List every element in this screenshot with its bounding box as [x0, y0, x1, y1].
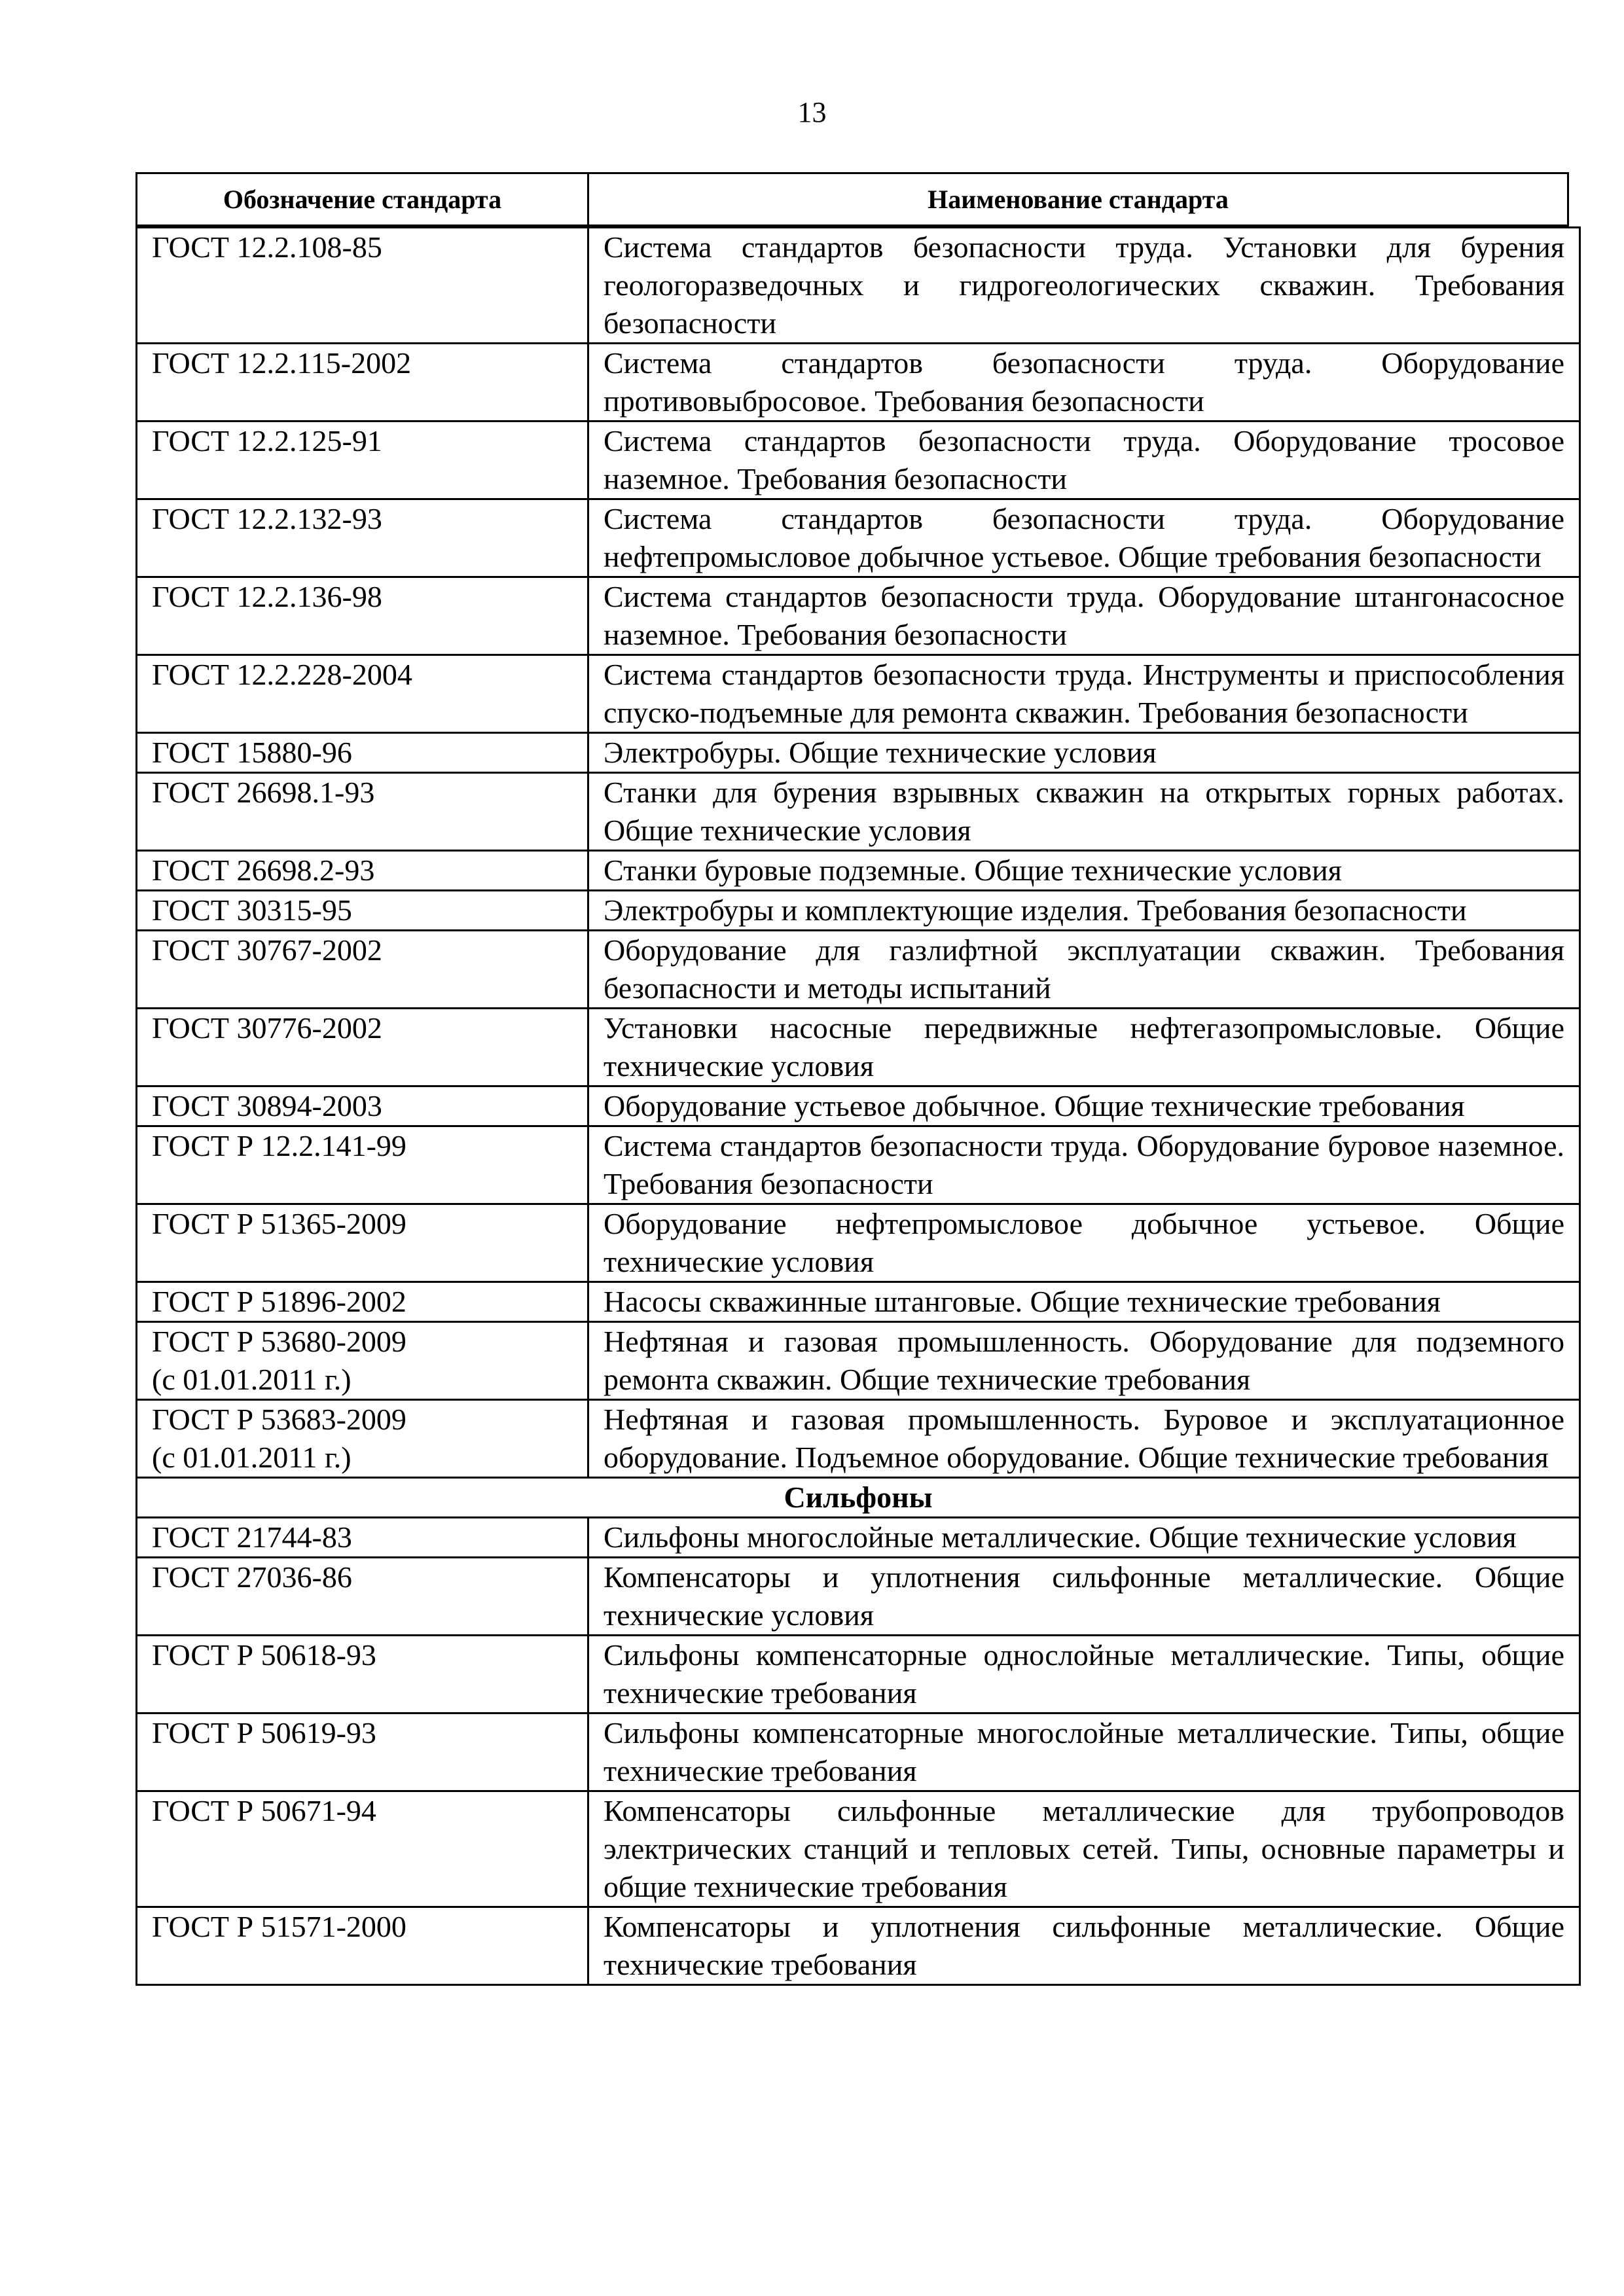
section-title: Сильфоны: [137, 1478, 1580, 1518]
standard-name: Система стандартов безопасности труда. Установки для бурения геологоразведочных и гидрогеологических скважин. Требования безопасности: [588, 228, 1580, 344]
standard-name: Система стандартов безопасности труда. Оборудование тросовое наземное. Требования безопасности: [588, 422, 1580, 499]
table-row: [137, 1282, 1580, 1322]
standard-name: Система стандартов безопасности труда. Оборудование буровое наземное. Требования безопасности: [588, 1126, 1580, 1204]
standard-code: ГОСТ 21744-83: [137, 1518, 588, 1558]
standard-code: ГОСТ Р 50619-93: [137, 1713, 588, 1791]
standard-code: ГОСТ Р 50618-93: [137, 1636, 588, 1713]
standard-name: Система стандартов безопасности труда. Инструменты и приспособления спуско-подъемные для ремонта скважин. Требования безопасности: [588, 655, 1580, 733]
standard-name: Компенсаторы и уплотнения сильфонные металлические. Общие технические требования: [588, 1907, 1580, 1985]
standard-name: Насосы скважинные штанговые. Общие технические требования: [588, 1282, 1580, 1322]
standard-code: ГОСТ 12.2.228-2004: [137, 655, 588, 733]
table-row: [137, 422, 1580, 499]
standard-code: ГОСТ Р 50671-94: [137, 1791, 588, 1907]
standard-code: ГОСТ 27036-86: [137, 1558, 588, 1636]
standard-code: ГОСТ Р 51571-2000: [137, 1907, 588, 1985]
standard-code: ГОСТ Р 51896-2002: [137, 1282, 588, 1322]
table-row: [137, 655, 1580, 733]
standard-name: Станки буровые подземные. Общие технические условия: [588, 851, 1580, 891]
standard-code: ГОСТ Р 53680-2009 (с 01.01.2011 г.): [137, 1322, 588, 1400]
standard-code: ГОСТ 12.2.108-85: [137, 228, 588, 344]
standard-name: Станки для бурения взрывных скважин на открытых горных работах. Общие технические условия: [588, 773, 1580, 851]
table-row: [137, 1400, 1580, 1478]
table-row: [137, 1907, 1580, 1985]
table-row: [137, 733, 1580, 773]
table-row: [137, 773, 1580, 851]
table-row: [137, 1558, 1580, 1636]
column-header-code: Обозначение стандарта: [137, 173, 588, 226]
table-row: [137, 931, 1580, 1009]
standard-name: Система стандартов безопасности труда. Оборудование штангонасосное наземное. Требования безопасности: [588, 577, 1580, 655]
standard-name: Оборудование для газлифтной эксплуатации скважин. Требования безопасности и методы испытаний: [588, 931, 1580, 1009]
table-row: [137, 344, 1580, 422]
standard-name: Нефтяная и газовая промышленность. Буровое и эксплуатационное оборудование. Подъемное оборудование. Общие технические требования: [588, 1400, 1580, 1478]
standard-code: ГОСТ 30767-2002: [137, 931, 588, 1009]
standard-code: ГОСТ Р 53683-2009 (с 01.01.2011 г.): [137, 1400, 588, 1478]
standard-code: ГОСТ 30894-2003: [137, 1086, 588, 1126]
table-row: [137, 851, 1580, 891]
table-row: [137, 1713, 1580, 1791]
column-header-name: Наименование стандарта: [588, 173, 1568, 226]
table-row: [137, 1636, 1580, 1713]
standard-code: ГОСТ 12.2.136-98: [137, 577, 588, 655]
standard-name: Система стандартов безопасности труда. Оборудование нефтепромысловое добычное устьевое. Общие требования безопасности: [588, 499, 1580, 577]
standard-name: Компенсаторы сильфонные металлические для трубопроводов электрических станций и тепловых сетей. Типы, основные параметры и общие технические требования: [588, 1791, 1580, 1907]
standards-table-header: [135, 172, 1569, 226]
table-row: [137, 1791, 1580, 1907]
table-row: [137, 1322, 1580, 1400]
standard-code: ГОСТ 26698.1-93: [137, 773, 588, 851]
standard-code: ГОСТ 12.2.125-91: [137, 422, 588, 499]
standard-name: Компенсаторы и уплотнения сильфонные металлические. Общие технические условия: [588, 1558, 1580, 1636]
standard-name: Система стандартов безопасности труда. Оборудование противовыбросовое. Требования безопасности: [588, 344, 1580, 422]
standard-code: ГОСТ 30776-2002: [137, 1009, 588, 1086]
table-row: [137, 499, 1580, 577]
section-row: [137, 1478, 1580, 1518]
table-row: [137, 1204, 1580, 1282]
table-row: [137, 891, 1580, 931]
standard-code: ГОСТ 26698.2-93: [137, 851, 588, 891]
standard-code: ГОСТ 15880-96: [137, 733, 588, 773]
standard-name: Электробуры и комплектующие изделия. Требования безопасности: [588, 891, 1580, 931]
standard-code: ГОСТ 12.2.115-2002: [137, 344, 588, 422]
standard-name: Оборудование нефтепромысловое добычное устьевое. Общие технические условия: [588, 1204, 1580, 1282]
table-row: [137, 1086, 1580, 1126]
standard-code: ГОСТ 30315-95: [137, 891, 588, 931]
page-number: 13: [797, 96, 827, 128]
table-row: [137, 1518, 1580, 1558]
table-row: [137, 1009, 1580, 1086]
standard-name: Сильфоны компенсаторные многослойные металлические. Типы, общие технические требования: [588, 1713, 1580, 1791]
standard-code: ГОСТ Р 12.2.141-99: [137, 1126, 588, 1204]
table-row: [137, 1126, 1580, 1204]
standard-code: ГОСТ Р 51365-2009: [137, 1204, 588, 1282]
standard-name: Нефтяная и газовая промышленность. Оборудование для подземного ремонта скважин. Общие технические требования: [588, 1322, 1580, 1400]
standard-name: Сильфоны компенсаторные однослойные металлические. Типы, общие технические требования: [588, 1636, 1580, 1713]
standard-name: Оборудование устьевое добычное. Общие технические требования: [588, 1086, 1580, 1126]
standards-table: [135, 226, 1581, 1986]
standard-name: Установки насосные передвижные нефтегазопромысловые. Общие технические условия: [588, 1009, 1580, 1086]
table-row: [137, 577, 1580, 655]
table-row: [137, 228, 1580, 344]
standard-name: Сильфоны многослойные металлические. Общие технические условия: [588, 1518, 1580, 1558]
standard-name: Электробуры. Общие технические условия: [588, 733, 1580, 773]
standard-code: ГОСТ 12.2.132-93: [137, 499, 588, 577]
